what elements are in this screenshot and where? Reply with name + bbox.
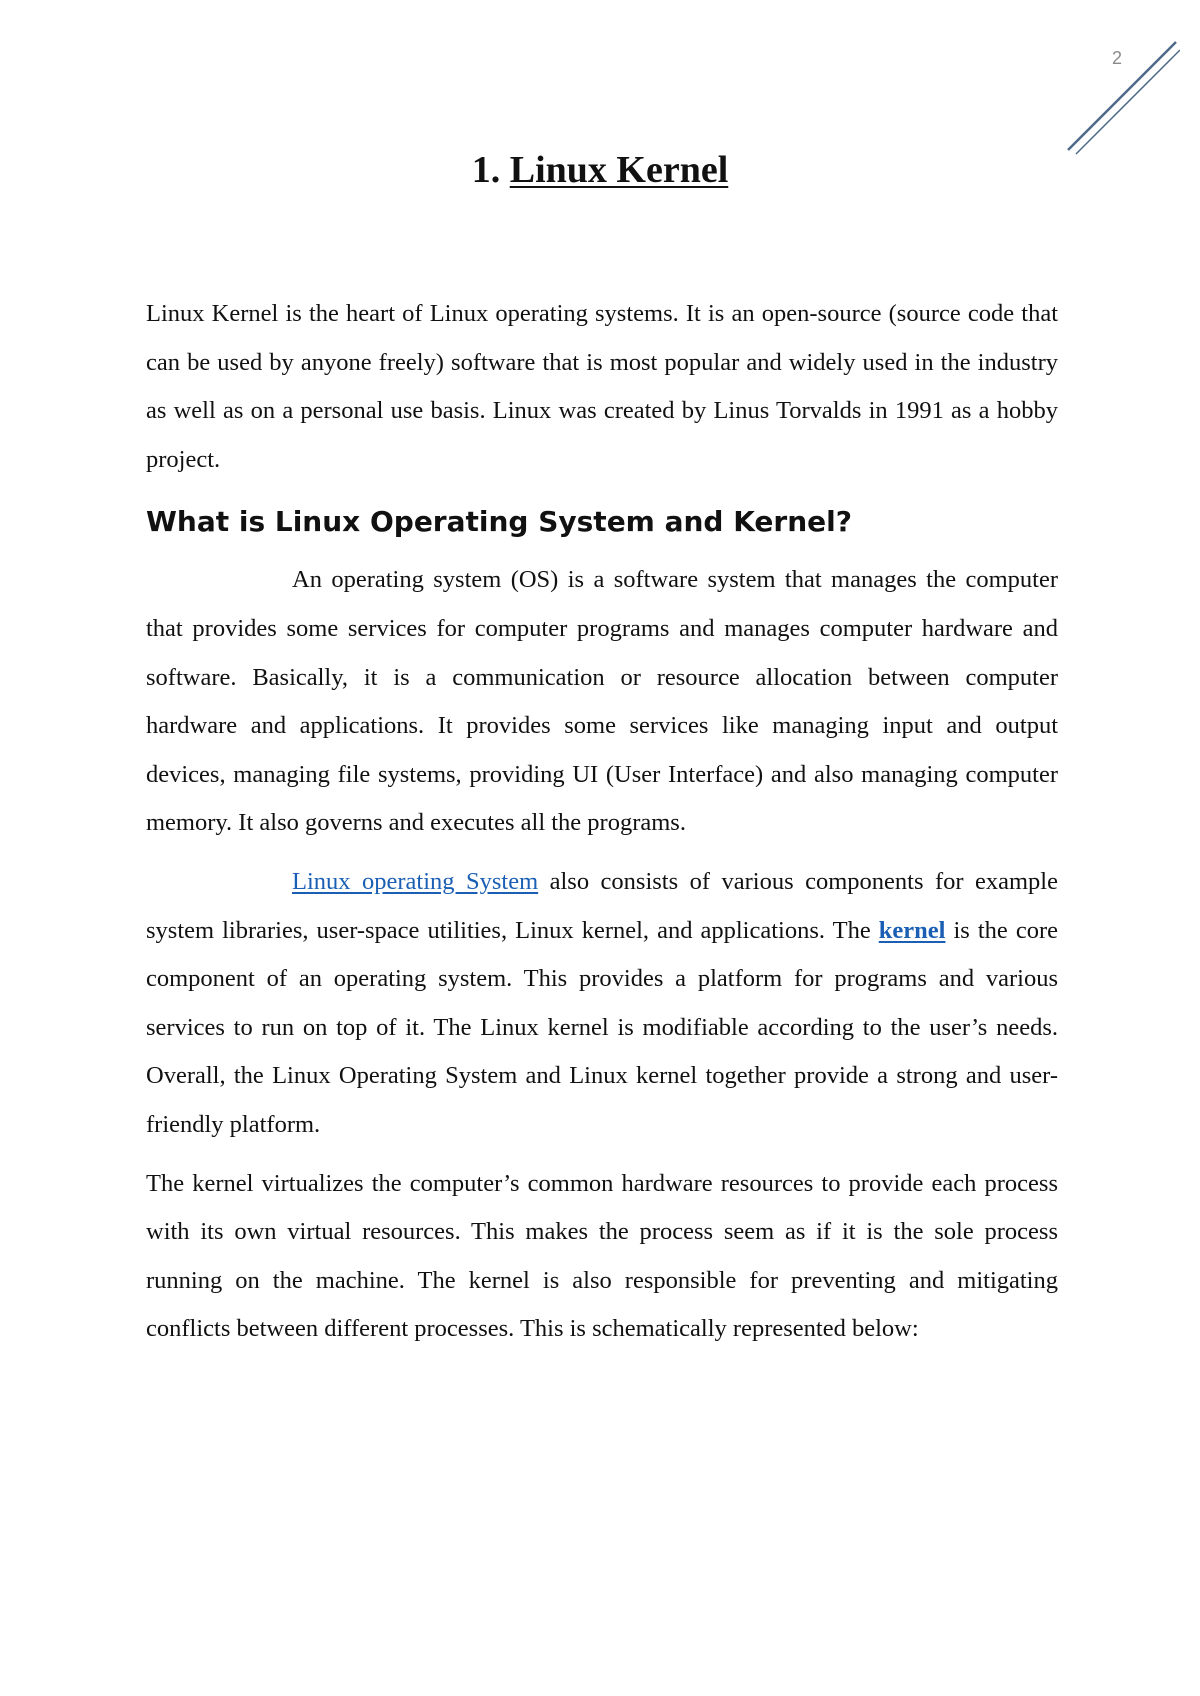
- page-number: 2: [1112, 48, 1123, 68]
- components-text-1: also consists of various components for example system libraries, user-space utilities, Linux kernel, and applications. The: [146, 867, 1058, 944]
- components-text-2: is the core component of an operating system. This provides a platform for programs and various services to run on top of it. The Linux kernel is modifiable according to the user’s needs. Overall, the Linux Operating System and Linux kernel together provide a strong and user-friendly platform.: [146, 916, 1058, 1138]
- components-paragraph: [146, 858, 1058, 1150]
- intro-paragraph: Linux Kernel is the heart of Linux operating systems. It is an open-source (source code that can be used by anyone freely) software that is most popular and widely used in the industry as well as on a personal use basis. Linux was created by Linus Torvalds in 1991 as a hobby project.: [146, 300, 1058, 473]
- document-body: [146, 290, 1058, 1354]
- title-text: Linux Kernel: [509, 149, 729, 191]
- linux-os-link[interactable]: Linux operating System: [292, 867, 539, 895]
- section-heading: What is Linux Operating System and Kernel?: [146, 505, 852, 539]
- kernel-link[interactable]: kernel: [878, 916, 946, 944]
- os-definition-paragraph: An operating system (OS) is a software system that manages the computer that provides some services for computer programs and manages computer hardware and software. Basically, it is a communication or resource allocation between computer hardware and applications. It provides some services like managing input and output devices, managing file systems, providing UI (User Interface) and also managing computer memory. It also governs and executes all the programs.: [146, 566, 1058, 837]
- title-number: 1.: [471, 149, 501, 191]
- virtualization-paragraph: The kernel virtualizes the computer’s common hardware resources to provide each process with its own virtual resources. This makes the process seem as if it is the sole process running on the machine. The kernel is also responsible for preventing and mitigating conflicts between different processes. This is schematically represented below:: [146, 1169, 1058, 1343]
- document-title: [0, 142, 1200, 198]
